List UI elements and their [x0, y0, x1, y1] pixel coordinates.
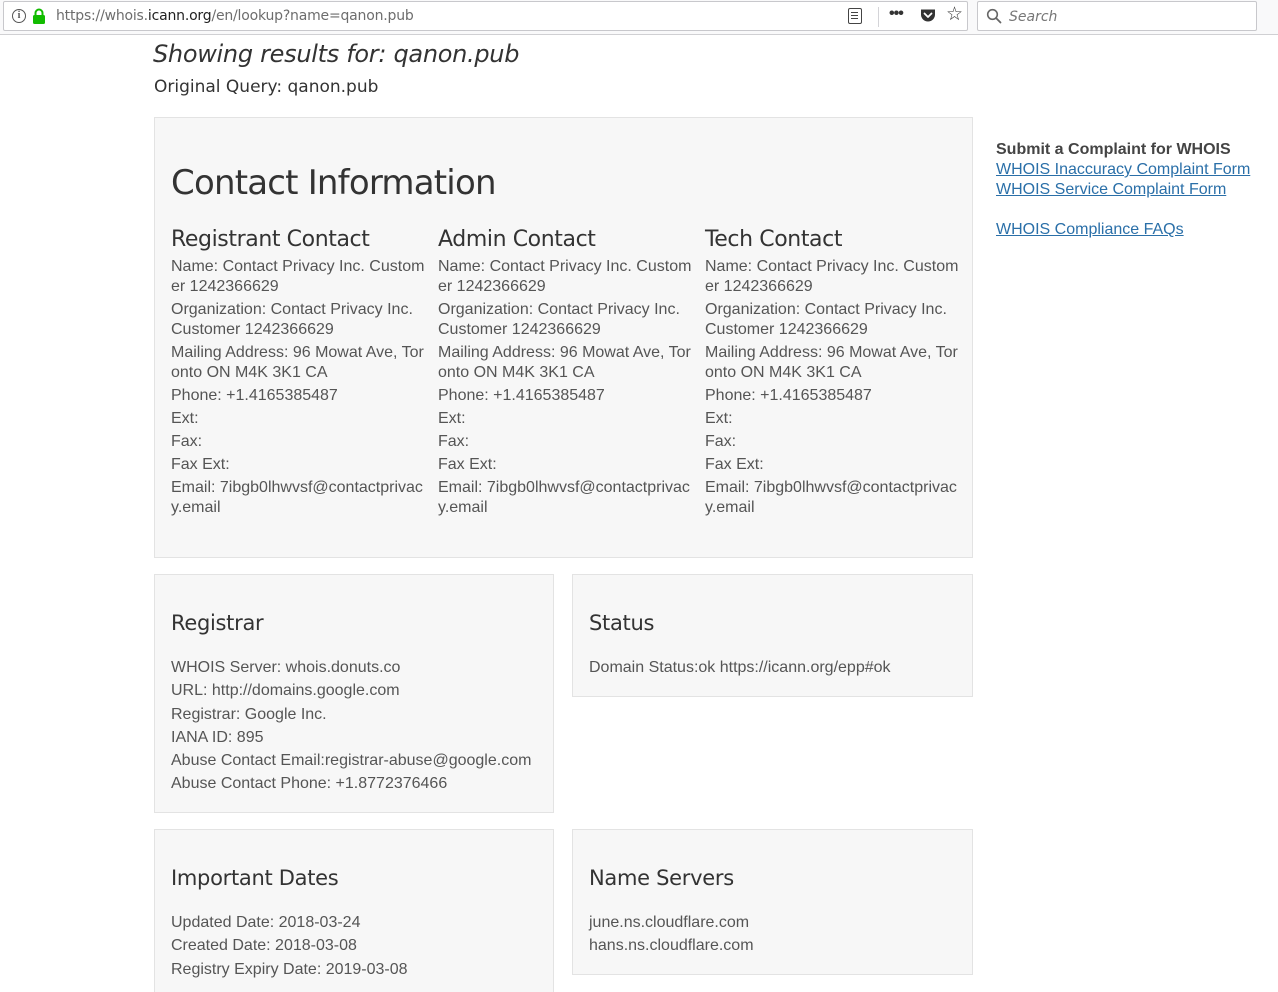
registrar-heading: Registrar: [171, 611, 264, 635]
registrar-name: Registrar: Google Inc.: [171, 705, 327, 723]
whois-inaccuracy-complaint-link[interactable]: WHOIS Inaccuracy Complaint Form: [996, 161, 1251, 178]
lock-icon[interactable]: [32, 8, 46, 25]
whois-service-complaint-link[interactable]: WHOIS Service Complaint Form: [996, 181, 1227, 198]
reader-view-icon[interactable]: [848, 8, 862, 24]
name-server: june.ns.cloudflare.com: [589, 914, 750, 931]
registrant-fax: Fax:: [171, 433, 203, 450]
admin-contact-column: [438, 227, 693, 521]
complaint-sidebar: [996, 140, 1266, 240]
admin-name: Name: Contact Privacy Inc. Customer 1242366629: [438, 258, 692, 295]
admin-ext: Ext:: [438, 410, 466, 427]
registrant-phone: Phone: +1.4165385487: [171, 387, 338, 404]
name-servers-panel: [572, 829, 973, 975]
registrant-name: Name: Contact Privacy Inc. Customer 1242366629: [171, 258, 425, 295]
updated-date: Updated Date: 2018-03-24: [171, 914, 361, 931]
original-query: Original Query: qanon.pub: [154, 77, 379, 97]
registrant-email: Email: 7ibgb0lhwvsf@contactprivacy.email: [171, 479, 423, 516]
registrant-contact-column: [171, 227, 426, 521]
registrar-url: URL: http://domains.google.com: [171, 682, 400, 700]
browser-toolbar: [0, 0, 1278, 35]
registrar-panel: [154, 574, 554, 813]
name-server: hans.ns.cloudflare.com: [589, 937, 754, 955]
admin-organization: Organization: Contact Privacy Inc. Customer 1242366629: [438, 301, 680, 338]
name-servers-heading: Name Servers: [589, 866, 734, 890]
admin-contact-heading: Admin Contact: [438, 227, 596, 252]
tech-address: Mailing Address: 96 Mowat Ave, Toronto ON M4K 3K1 CA: [705, 344, 958, 381]
admin-address: Mailing Address: 96 Mowat Ave, Toronto ON M4K 3K1 CA: [438, 344, 691, 381]
iana-id: IANA ID: 895: [171, 728, 264, 746]
status-panel: [572, 574, 973, 697]
bookmark-star-icon[interactable]: ☆: [946, 4, 964, 25]
sidebar-spacer: [996, 200, 1266, 220]
tech-ext: Ext:: [705, 410, 733, 427]
status-heading: Status: [589, 611, 655, 635]
contact-information-title: Contact Information: [171, 163, 496, 203]
contact-information-panel: [154, 117, 973, 558]
results-title: Showing results for: qanon.pub: [153, 40, 520, 68]
tech-contact-column: [705, 227, 960, 521]
tech-contact-heading: Tech Contact: [705, 227, 843, 252]
toolbar-separator: [878, 7, 879, 27]
tech-organization: Organization: Contact Privacy Inc. Customer 1242366629: [705, 301, 947, 338]
admin-fax: Fax:: [438, 433, 470, 450]
address-bar[interactable]: [3, 1, 968, 31]
registry-expiry-date: Registry Expiry Date: 2019-03-08: [171, 960, 408, 978]
page-actions-menu-icon[interactable]: •••: [889, 5, 903, 22]
pocket-icon[interactable]: [920, 8, 936, 23]
created-date: Created Date: 2018-03-08: [171, 937, 357, 955]
domain-status: Domain Status:ok https://icann.org/epp#ok: [589, 659, 891, 676]
whois-server: WHOIS Server: whois.donuts.co: [171, 659, 401, 676]
important-dates-heading: Important Dates: [171, 866, 339, 890]
registrant-contact-heading: Registrant Contact: [171, 227, 370, 252]
admin-fax-ext: Fax Ext:: [438, 456, 497, 473]
registrant-fax-ext: Fax Ext:: [171, 456, 230, 473]
admin-phone: Phone: +1.4165385487: [438, 387, 605, 404]
whois-compliance-faqs-link[interactable]: WHOIS Compliance FAQs: [996, 221, 1184, 238]
complaint-sidebar-title: Submit a Complaint for WHOIS: [996, 141, 1231, 158]
important-dates-panel: [154, 829, 554, 992]
tech-phone: Phone: +1.4165385487: [705, 387, 872, 404]
tech-fax: Fax:: [705, 433, 737, 450]
registrant-ext: Ext:: [171, 410, 199, 427]
registrant-address: Mailing Address: 96 Mowat Ave, Toronto ON M4K 3K1 CA: [171, 344, 424, 381]
registrant-organization: Organization: Contact Privacy Inc. Customer 1242366629: [171, 301, 413, 338]
tech-email: Email: 7ibgb0lhwvsf@contactprivacy.email: [705, 479, 957, 516]
search-placeholder: Search: [1009, 9, 1058, 25]
abuse-contact-phone: Abuse Contact Phone: +1.8772376466: [171, 775, 448, 793]
tech-fax-ext: Fax Ext:: [705, 456, 764, 473]
search-icon: [986, 8, 1002, 24]
admin-email: Email: 7ibgb0lhwvsf@contactprivacy.email: [438, 479, 690, 516]
url-text[interactable]: https://whois.icann.org/en/lookup?name=qanon.pub: [56, 8, 414, 24]
search-bar[interactable]: [977, 1, 1257, 31]
tech-name: Name: Contact Privacy Inc. Customer 1242366629: [705, 258, 959, 295]
abuse-contact-email: Abuse Contact Email:registrar-abuse@google.com: [171, 752, 532, 770]
info-icon[interactable]: i: [12, 9, 26, 23]
